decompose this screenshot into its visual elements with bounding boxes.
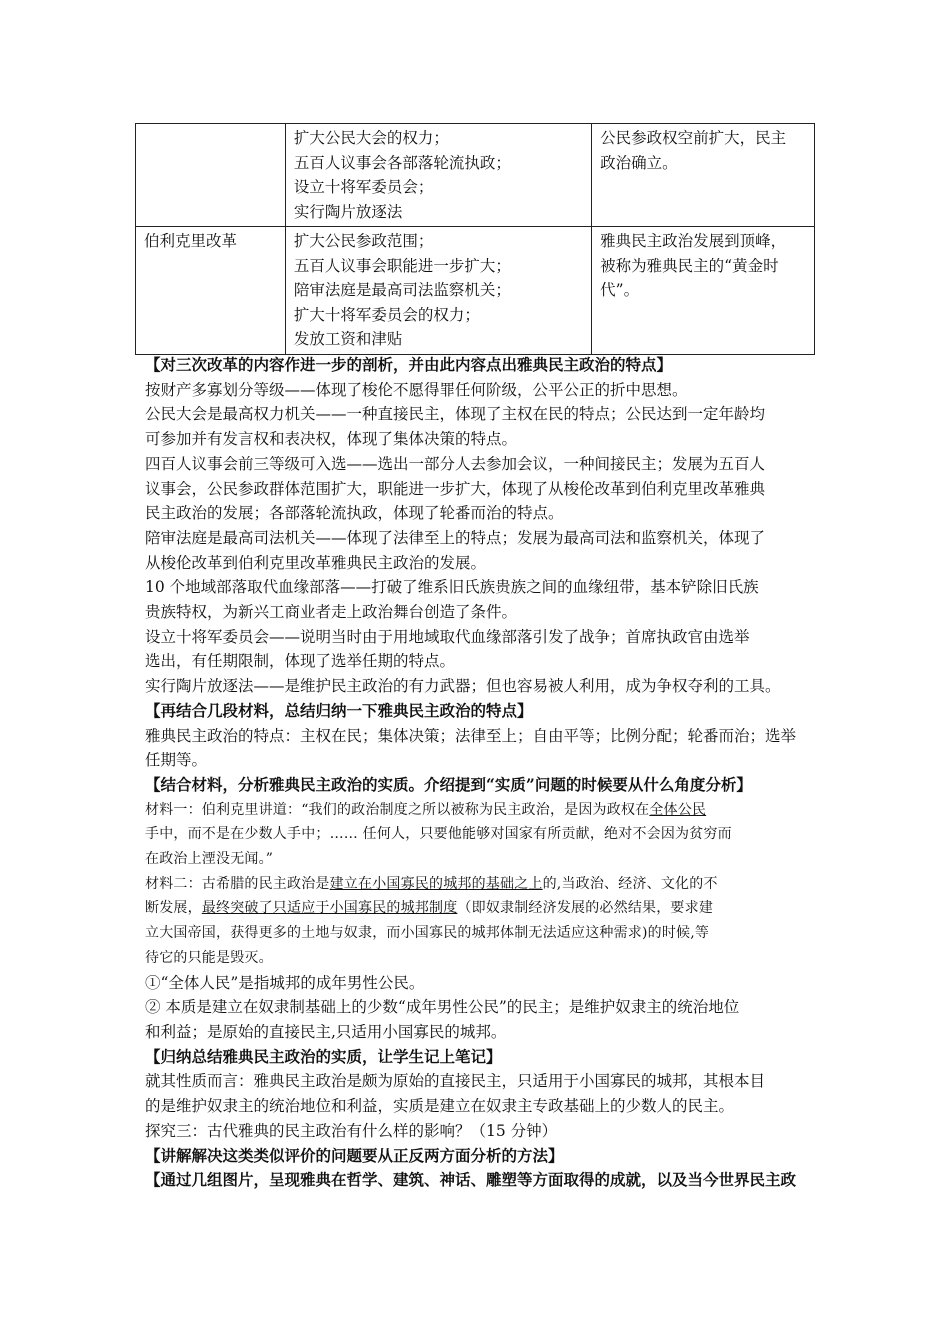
material-underlined: 最终突破了只适应于小国寡民的城邦制度 bbox=[201, 900, 458, 917]
paragraph-line: 议事会，公民参政群体范围扩大，职能进一步扩大，体现了从梭伦改革到伯利克里改革雅典 bbox=[145, 479, 766, 498]
material-text: （即奴隶制经济发展的必然结果，要求建 bbox=[457, 900, 714, 917]
content-line: 扩大公民大会的权力； bbox=[293, 129, 449, 147]
material-two-line: 待它的只能是毁灭。 bbox=[145, 949, 273, 966]
body-text bbox=[145, 353, 815, 1193]
material-text: 的,当政治、经济、文化的不 bbox=[542, 875, 718, 892]
paragraph-line: 10 个地域部落取代血缘部落——打破了维系旧氏族贵族之间的血缘纽带，基本铲除旧氏族 bbox=[145, 578, 759, 597]
material-two-line bbox=[145, 896, 815, 921]
paragraph-line: 四百人议事会前三等级可入选——选出一部分人去参加会议，一种间接民主；发展为五百人 bbox=[145, 454, 766, 473]
paragraph-line: 任期等。 bbox=[145, 751, 208, 770]
table-row bbox=[136, 124, 815, 227]
material-underlined: 全体公民 bbox=[649, 801, 707, 818]
section-heading: 【结合材料，分析雅典民主政治的实质。介绍提到“实质”问题的时候要从什么角度分析】 bbox=[145, 774, 752, 794]
table-row bbox=[136, 227, 815, 355]
paragraph-line: 民主政治的发展；各部落轮流执政，体现了轮番而治的特点。 bbox=[145, 504, 564, 523]
material-text: 材料二：古希腊的民主政治是 bbox=[145, 875, 330, 892]
content-line: 五百人议事会各部落轮流执政； bbox=[293, 153, 511, 172]
section-heading: 【再结合几段材料，总结归纳一下雅典民主政治的特点】 bbox=[145, 700, 533, 720]
content-line: 设立十将军委员会； bbox=[293, 178, 434, 196]
section-heading: 【讲解解决这类类似评价的问题要从正反两方面分析的方法】 bbox=[145, 1145, 564, 1165]
section-heading: 【对三次改革的内容作进一步的剖析，并由此内容点出雅典民主政治的特点】 bbox=[145, 355, 673, 374]
effect-line: 雅典民主政治发展到顶峰， bbox=[600, 232, 787, 250]
reform-effect-cell bbox=[592, 227, 815, 355]
material-one-line bbox=[145, 798, 815, 823]
paragraph-line: 探究三：古代雅典的民主政治有什么样的影响？（15 分钟） bbox=[145, 1121, 558, 1140]
paragraph-line: ①“全体人民”是指城邦的成年男性公民。 bbox=[145, 973, 425, 992]
reform-name: 伯利克里改革 bbox=[144, 232, 238, 250]
section-heading: 【通过几组图片，呈现雅典在哲学、建筑、神话、雕塑等方面取得的成就，以及当今世界民主政 bbox=[145, 1170, 797, 1190]
paragraph-line: ② 本质是建立在奴隶制基础上的少数“成年男性公民”的民主；是维护奴隶主的统治地位 bbox=[145, 998, 740, 1017]
content-line: 扩大十将军委员会的权力； bbox=[293, 305, 480, 324]
paragraph-line: 设立十将军委员会——说明当时由于用地域取代血缘部落引发了战争；首席执政官由选举 bbox=[145, 627, 750, 646]
paragraph-line: 的是维护奴隶主的统治地位和利益，实质是建立在奴隶主专政基础上的少数人的民主。 bbox=[145, 1097, 735, 1116]
paragraph-line: 可参加并有发言权和表决权，体现了集体决策的特点。 bbox=[145, 430, 518, 449]
material-two-line bbox=[145, 872, 815, 897]
paragraph-line: 就其性质而言：雅典民主政治是颇为原始的直接民主，只适用于小国寡民的城邦，其根本目 bbox=[145, 1072, 766, 1091]
effect-line: 政治确立。 bbox=[600, 153, 678, 172]
reform-effect-cell bbox=[592, 124, 815, 227]
material-text: 断发展， bbox=[145, 900, 202, 917]
material-underlined: 建立在小国寡民的城邦的基础之上 bbox=[329, 875, 543, 892]
paragraph-line: 雅典民主政治的特点：主权在民；集体决策；法律至上；自由平等；比例分配；轮番而治；选举 bbox=[145, 726, 797, 745]
paragraph-line: 按财产多寡划分等级——体现了梭伦不愿得罪任何阶级，公平公正的折中思想。 bbox=[145, 380, 688, 399]
paragraph-line: 实行陶片放逐法——是维护民主政治的有力武器；但也容易被人利用，成为争权夺利的工具。 bbox=[145, 677, 781, 696]
content-line: 扩大公民参政范围； bbox=[293, 232, 434, 250]
reform-name-cell bbox=[136, 124, 286, 227]
reform-name-cell bbox=[136, 227, 286, 355]
effect-line: 代”。 bbox=[600, 281, 640, 299]
content-line: 陪审法庭是最高司法监察机关； bbox=[293, 281, 511, 299]
effect-line: 被称为雅典民主的“黄金时 bbox=[600, 256, 779, 275]
paragraph-line: 和利益；是原始的直接民主,只适用小国寡民的城邦。 bbox=[145, 1022, 507, 1041]
content-line: 发放工资和津贴 bbox=[293, 330, 403, 348]
effect-line: 公民参政权空前扩大，民主 bbox=[600, 129, 787, 147]
reform-content-cell bbox=[285, 124, 591, 227]
material-one-line: 手中，而不是在少数人手中；…… 任何人，只要他能够对国家有所贡献，绝对不会因为贫穷而 bbox=[145, 826, 732, 843]
reform-content-cell bbox=[285, 227, 591, 355]
reform-table bbox=[135, 123, 815, 355]
paragraph-line: 公民大会是最高权力机关——一种直接民主，体现了主权在民的特点；公民达到一定年龄均 bbox=[145, 405, 766, 424]
paragraph-line: 陪审法庭是最高司法机关——体现了法律至上的特点；发展为最高司法和监察机关，体现了 bbox=[145, 528, 766, 547]
paragraph-line: 贵族特权，为新兴工商业者走上政治舞台创造了条件。 bbox=[145, 603, 518, 622]
content-line: 实行陶片放逐法 bbox=[293, 202, 403, 221]
paragraph-line: 选出，有任期限制，体现了选举任期的特点。 bbox=[145, 652, 456, 671]
material-text: 材料一：伯利克里讲道：“我们的政治制度之所以被称为民主政治，是因为政权在 bbox=[145, 801, 650, 818]
material-one-line: 在政治上湮没无闻。” bbox=[145, 851, 274, 868]
content-line: 五百人议事会职能进一步扩大； bbox=[293, 256, 511, 275]
material-two-line: 立大国帝国，获得更多的土地与奴隶，而小国寡民的城邦体制无法适应这种需求)的时候,等 bbox=[145, 925, 710, 942]
paragraph-line: 从梭伦改革到伯利克里改革雅典民主政治的发展。 bbox=[145, 553, 487, 572]
section-heading: 【归纳总结雅典民主政治的实质，让学生记上笔记】 bbox=[145, 1046, 502, 1066]
